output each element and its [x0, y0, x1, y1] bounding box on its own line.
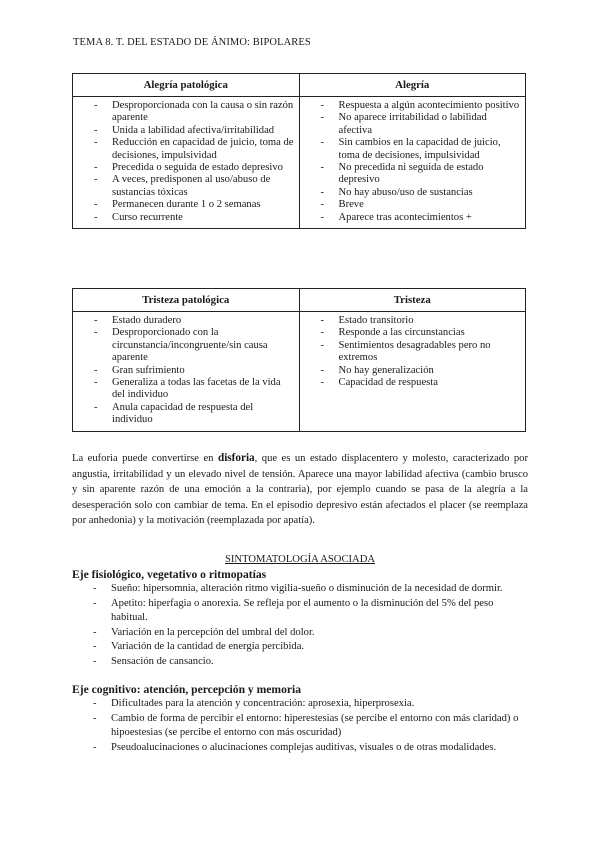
list-item: - Capacidad de respuesta — [300, 377, 522, 389]
bullet-list — [300, 100, 522, 224]
list-item: - Gran sufrimiento — [73, 365, 295, 377]
list-item: - Variación de la cantidad de energía percibida. — [72, 640, 528, 655]
body-paragraph — [72, 451, 528, 529]
list-item: - No precedida ni seguida de estado depresivo — [300, 162, 522, 187]
symptom-list-cognitivo — [72, 697, 528, 755]
list-item: - Respuesta a algún acontecimiento positivo — [300, 100, 522, 112]
list-item: - Desproporcionado con la circunstancia/incongruente/sin causa aparente — [73, 327, 295, 364]
page-header: TEMA 8. T. DEL ESTADO DE ÁNIMO: BIPOLARES — [73, 37, 311, 48]
table-body-row — [73, 97, 526, 229]
list-item: - No hay generalización — [300, 365, 522, 377]
table-cell — [299, 312, 526, 432]
symptom-list-fisiologico — [72, 582, 528, 669]
table-cell — [73, 312, 300, 432]
bullet-list — [73, 100, 295, 224]
table-cell — [73, 97, 300, 229]
list-item: - Aparece tras acontecimientos + — [300, 212, 522, 224]
list-item: - Apetito: hiperfagia o anorexia. Se refleja por el aumento o la disminución del 5% del peso habitual. — [72, 597, 528, 626]
comparison-table-alegria — [72, 73, 526, 229]
axis-heading-fisiologico: Eje fisiológico, vegetativo o ritmopatías — [72, 568, 267, 581]
bullet-list — [73, 315, 295, 427]
comparison-table-tristeza — [72, 288, 526, 432]
list-item: - Sueño: hipersomnia, alteración ritmo vigilia-sueño o disminución de la necesidad de dormir. — [72, 582, 528, 597]
list-item: - Dificultades para la atención y concentración: aprosexia, hiperprosexia. — [72, 697, 528, 712]
table-header-row — [73, 289, 526, 312]
list-item: - Generaliza a todas las facetas de la vida del individuo — [73, 377, 295, 402]
list-item: - Desproporcionada con la causa o sin razón aparente — [73, 100, 295, 125]
list-item: - Permanecen durante 1 o 2 semanas — [73, 199, 295, 211]
paragraph-text-start: La euforia puede convertirse en — [72, 453, 218, 464]
list-item: - Precedida o seguida de estado depresivo — [73, 162, 295, 174]
column-header-alegria: Alegría — [299, 74, 526, 97]
list-item: - Estado duradero — [73, 315, 295, 327]
list-item: - No hay abuso/uso de sustancias — [300, 187, 522, 199]
list-item: - Estado transitorio — [300, 315, 522, 327]
list-item: - Anula capacidad de respuesta del individuo — [73, 402, 295, 427]
list-item: - Sentimientos desagradables pero no extremos — [300, 340, 522, 365]
table-body-row — [73, 312, 526, 432]
column-header-tristeza-patologica: Tristeza patológica — [73, 289, 300, 312]
column-header-alegria-patologica: Alegría patológica — [73, 74, 300, 97]
paragraph-bold-term: disforia — [217, 452, 255, 464]
list-item: - A veces, predisponen al uso/abuso de sustancias tóxicas — [73, 174, 295, 199]
list-item: - Variación en la percepción del umbral del dolor. — [72, 626, 528, 641]
list-item: - Unida a labilidad afectiva/irritabilidad — [73, 125, 295, 137]
list-item: - Responde a las circunstancias — [300, 327, 522, 339]
list-item: - Pseudoalucinaciones o alucinaciones complejas auditivas, visuales o de otras modalidades. — [72, 741, 528, 756]
list-item: - Curso recurrente — [73, 212, 295, 224]
list-item: - Cambio de forma de percibir el entorno: hiperestesias (se percibe el entorno con más claridad) o hipoestesias (se percibe el entorno con más oscuridad) — [72, 712, 528, 741]
list-item: - No aparece irritabilidad o labilidad afectiva — [300, 112, 522, 137]
list-item: - Breve — [300, 199, 522, 211]
paragraph-text-end: , que es un estado displacentero y molesto, caracterizado por angustia, irritabilidad y un elevado nivel de tensión. Aparece una mayor labilidad afectiva (cambio brusco y sin aparente razón de una emoción a la contraria), por ejemplo cuando se pasa de la alegría a la desesperación solo con cambiar de tema. En el episodio depresivo están afectados el placer (se reemplaza por anhedonia) y la motivación (reemplazada por apatía). — [72, 453, 528, 527]
table-header-row — [73, 74, 526, 97]
column-header-tristeza: Tristeza — [299, 289, 526, 312]
table-cell — [299, 97, 526, 229]
bullet-list — [300, 315, 522, 389]
list-item: - Sin cambios en la capacidad de juicio, toma de decisiones, impulsividad — [300, 137, 522, 162]
axis-heading-cognitivo: Eje cognitivo: atención, percepción y memoria — [72, 683, 302, 696]
list-item: - Sensación de cansancio. — [72, 655, 528, 670]
list-item: - Reducción en capacidad de juicio, toma de decisiones, impulsividad — [73, 137, 295, 162]
section-title: SINTOMATOLOGÍA ASOCIADA — [225, 554, 375, 565]
